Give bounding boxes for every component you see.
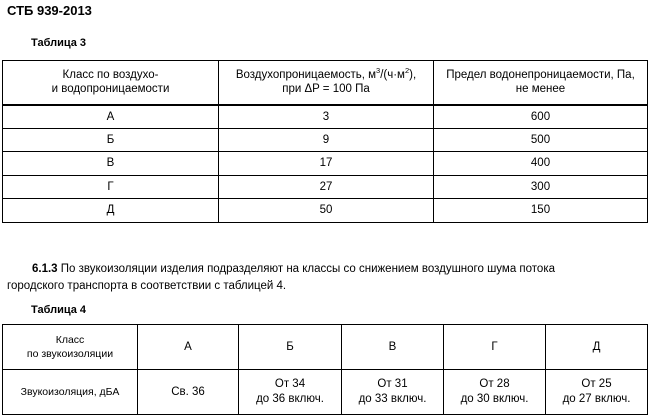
table-3 (2, 60, 648, 223)
table-4-value-d: От 25 до 27 включ. (546, 370, 648, 415)
table-4-caption: Таблица 4 (31, 304, 87, 316)
table-3-header-class: Класс по воздухо- и водопроницаемости (3, 61, 219, 105)
table-3-cell-air: 27 (219, 175, 434, 199)
table-4-header-label: Класс по звукоизоляции (3, 325, 138, 370)
table-4-class-d: Д (546, 325, 648, 370)
table-3-cell-class: Г (3, 175, 219, 199)
table-4-class-a: А (138, 325, 239, 370)
table-row (3, 128, 648, 152)
document-standard-header: СТБ 939-2013 (7, 3, 92, 18)
table-4-class-b: Б (239, 325, 342, 370)
table-3-cell-class: Б (3, 128, 219, 152)
table-3-cell-class: Д (3, 199, 219, 223)
table-4-value-b: От 34 до 36 включ. (239, 370, 342, 415)
table-4-header-row (3, 325, 648, 370)
table-3-cell-air: 3 (219, 105, 434, 129)
table-4-value-v: От 31 до 33 включ. (342, 370, 444, 415)
table-row (3, 105, 648, 129)
table-3-cell-air: 17 (219, 152, 434, 176)
table-3-cell-water: 500 (434, 128, 648, 152)
table-row (3, 175, 648, 199)
table-3-cell-water: 600 (434, 105, 648, 129)
paragraph-text-line2: городского транспорта в соответствии с таблицей 4. (7, 280, 287, 292)
table-row (3, 199, 648, 223)
table-4-value-a: Св. 36 (138, 370, 239, 415)
table-3-caption: Таблица 3 (31, 37, 87, 49)
table-3-header-air-permeability: Воздухопроницаемость, $м^3/(ч\cdot м^2)$, при ΔP = 100 Па (219, 61, 434, 105)
table-3-cell-air: 50 (219, 199, 434, 223)
table-3-cell-air: 9 (219, 128, 434, 152)
clause-6-1-3-paragraph (7, 261, 645, 295)
table-row (3, 152, 648, 176)
clause-number: 6.1.3 (32, 263, 58, 275)
table-4-class-g: Г (444, 325, 546, 370)
table-3-header-water-tightness: Предел водонепроницаемости, Па, не менее (434, 61, 648, 105)
table-3-cell-water: 150 (434, 199, 648, 223)
table-3-cell-water: 400 (434, 152, 648, 176)
table-4-value-g: От 28 до 30 включ. (444, 370, 546, 415)
table-row (3, 370, 648, 415)
table-4 (2, 324, 648, 415)
table-3-cell-water: 300 (434, 175, 648, 199)
table-3-header-row (3, 61, 648, 105)
table-3-cell-class: В (3, 152, 219, 176)
paragraph-text-line1: По звукоизоляции изделия подразделяют на классы со снижением воздушного шума потока (57, 263, 556, 275)
table-3-cell-class: А (3, 105, 219, 129)
table-4-row-label: Звукоизоляция, дБА (3, 370, 138, 415)
table-4-class-v: В (342, 325, 444, 370)
